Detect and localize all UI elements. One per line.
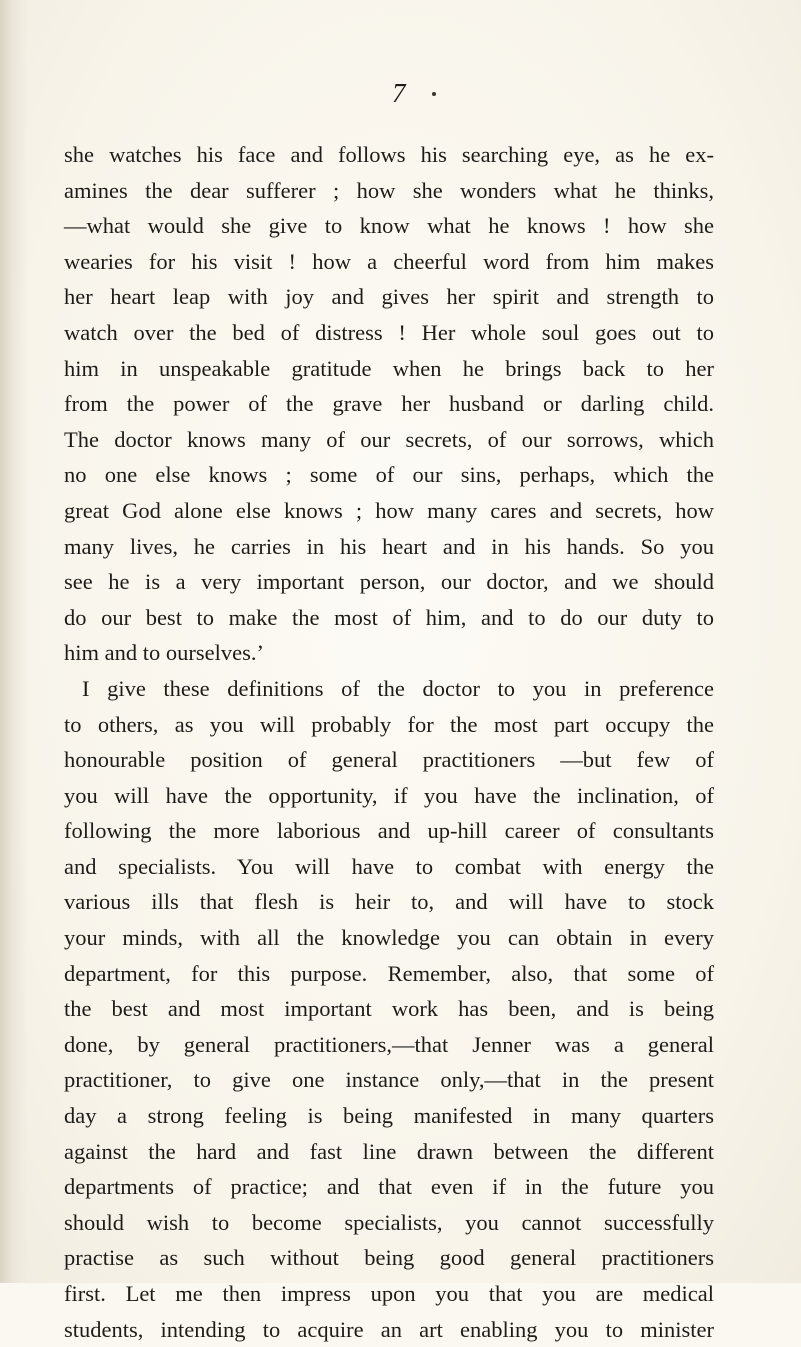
text-line: day a strong feeling is being manifested in many quarters bbox=[64, 1103, 714, 1129]
text-line: do our best to make the most of him, and to do our duty to bbox=[64, 604, 714, 630]
body-text bbox=[64, 137, 714, 1347]
text-line: done, by general practitioners,—that Jenner was a general bbox=[64, 1031, 714, 1057]
text-line: department, for this purpose. Remember, also, that some of bbox=[64, 960, 714, 986]
printing-speck bbox=[432, 92, 436, 96]
text-line: departments of practice; and that even if in the future you bbox=[64, 1174, 714, 1200]
text-line: various ills that flesh is heir to, and will have to stock bbox=[64, 889, 714, 915]
text-line: the best and most important work has been, and is being bbox=[64, 996, 714, 1022]
text-line: students, intending to acquire an art enabling you to minister bbox=[64, 1316, 714, 1342]
text-line: your minds, with all the knowledge you can obtain in every bbox=[64, 925, 714, 951]
text-line-paragraph-end: him and to ourselves.’ bbox=[64, 640, 264, 666]
text-line: and specialists. You will have to combat with energy the bbox=[64, 853, 714, 879]
text-line: see he is a very important person, our doctor, and we should bbox=[64, 569, 714, 595]
text-line: The doctor knows many of our secrets, of our sorrows, which bbox=[64, 426, 714, 452]
text-line: practitioner, to give one instance only,—that in the present bbox=[64, 1067, 714, 1093]
text-line-paragraph-start: I give these definitions of the doctor to you in preference bbox=[82, 675, 714, 701]
text-line: should wish to become specialists, you cannot successfully bbox=[64, 1209, 714, 1235]
text-line: many lives, he carries in his heart and in his hands. So you bbox=[64, 533, 714, 559]
text-line: great God alone else knows ; how many cares and secrets, how bbox=[64, 497, 714, 523]
text-line: she watches his face and follows his searching eye, as he ex- bbox=[64, 142, 714, 167]
text-line: amines the dear sufferer ; how she wonders what he thinks, bbox=[64, 177, 714, 203]
text-line: against the hard and fast line drawn between the different bbox=[64, 1138, 714, 1164]
binding-gutter-shadow bbox=[0, 0, 28, 1283]
page-number: 7 bbox=[392, 78, 407, 108]
text-line: first. Let me then impress upon you that you are medical bbox=[64, 1281, 714, 1306]
text-line: watch over the bed of distress ! Her whole soul goes out to bbox=[64, 319, 714, 345]
text-line: him in unspeakable gratitude when he brings back to her bbox=[64, 355, 714, 381]
text-line: practise as such without being good general practitioners bbox=[64, 1245, 714, 1271]
text-line: —what would she give to know what he knows ! how she bbox=[64, 213, 714, 239]
text-line: her heart leap with joy and gives her spirit and strength to bbox=[64, 284, 714, 310]
text-line: to others, as you will probably for the most part occupy the bbox=[64, 711, 714, 737]
text-line: you will have the opportunity, if you have the inclination, of bbox=[64, 782, 714, 808]
text-line: from the power of the grave her husband or darling child. bbox=[64, 391, 714, 417]
text-line: no one else knows ; some of our sins, perhaps, which the bbox=[64, 462, 714, 488]
text-line: honourable position of general practitioners —but few of bbox=[64, 747, 714, 773]
text-line: following the more laborious and up-hill career of consultants bbox=[64, 818, 714, 844]
text-line: wearies for his visit ! how a cheerful word from him makes bbox=[64, 248, 714, 274]
